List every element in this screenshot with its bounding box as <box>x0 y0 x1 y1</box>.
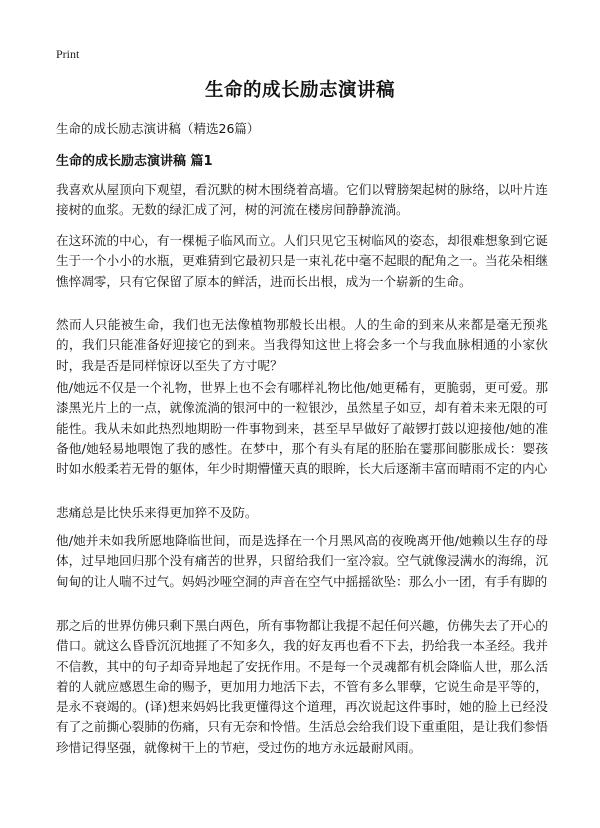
paragraph-1: 我喜欢从屋顶向下观望，看沉默的树木围绕着高墙。它们以臂膀架起树的脉络，以叶片连接树的血浆。无数的绿汇成了河，树的河流在楼房间静静流淌。 <box>56 182 548 218</box>
paragraph-2: 在这环流的中心，有一棵栀子临风而立。人们只见它玉树临风的姿态，却很难想象到它诞生于一个小小的水瓶，更难猜到它最初只是一束礼花中毫不起眼的配角之一。当花朵相继憔悴凋零，只有它保留了原本的鲜活，进而长出根，成为一个崭新的生命。 <box>56 233 548 289</box>
paragraph-6: 他/她并未如我所愿地降临世间，而是选择在一个月黑风高的夜晚离开他/她赖以生存的母体，过早地回归那个没有痛苦的世界，只留给我们一室冷寂。空气就像浸满水的海绵，沉甸甸的让人喘不过气。妈妈沙哑空洞的声音在空气中摇摇欲坠：那么小一团，有手有脚的 <box>56 533 548 589</box>
document-subtitle: 生命的成长励志演讲稿（精选26篇） <box>56 121 260 136</box>
paragraph-7: 那之后的世界仿佛只剩下黑白两色，所有事物都让我提不起任何兴趣，仿佛失去了开心的借口。就这么昏昏沉沉地捱了不知多久，我的好友再也看不下去，扔给我一本圣经。我并不信教，其中的句子却奇异地起了安抚作用。不是每一个灵魂都有机会降临人世，那么活着的人就应感恩生命的赐予，更加用力地活下去，不管有多么罪孽，它说生命是平等的，是永不衰竭的。(译)想来妈妈比我更懂得这个道理，再次说起这件事时，她的脸上已经没有了之前撕心裂肺的伤痛，只有无奈和怜惜。生活总会给我们设下重重阻，是让我们参悟珍惜记得坚强，就像树干上的节疤，受过伤的地方永远最耐风雨。 <box>56 618 548 755</box>
paragraph-5: 悲痛总是比快乐来得更加猝不及防。 <box>56 505 258 520</box>
paragraph-3: 然而人只能被生命，我们也无法像植物那般长出根。人的生命的到来从来都是毫无预兆的，我们只能准备好迎接它的到来。当我得知这世上将会多一个与我血脉相通的小家伙时，我是否是同样惊讶以至失了方寸呢？ <box>56 317 548 373</box>
paragraph-4: 他/她远不仅是一个礼物，世界上也不会有哪样礼物比他/她更稀有，更脆弱，更可爱。那漆黑光片上的一点，就像流淌的银河中的一粒银沙，虽然星子如豆，却有着未来无限的可能性。我从未如此热烈地期盼一件事物到来，甚至早早做好了敲锣打鼓以迎接他/她的准备他/她轻易地喂饱了我的感性。在梦中，那个有头有尾的胚胎在霎那间膨胀成长：婴孩时如水般柔若无骨的躯体，年少时期懵懂天真的眼眸，长大后逐渐丰富而晴雨不定的内心 <box>56 380 548 477</box>
page-title: 生命的成长励志演讲稿 <box>204 80 395 101</box>
section-heading: 生命的成长励志演讲稿 篇1 <box>56 154 213 169</box>
print-link[interactable]: Print <box>56 47 80 61</box>
